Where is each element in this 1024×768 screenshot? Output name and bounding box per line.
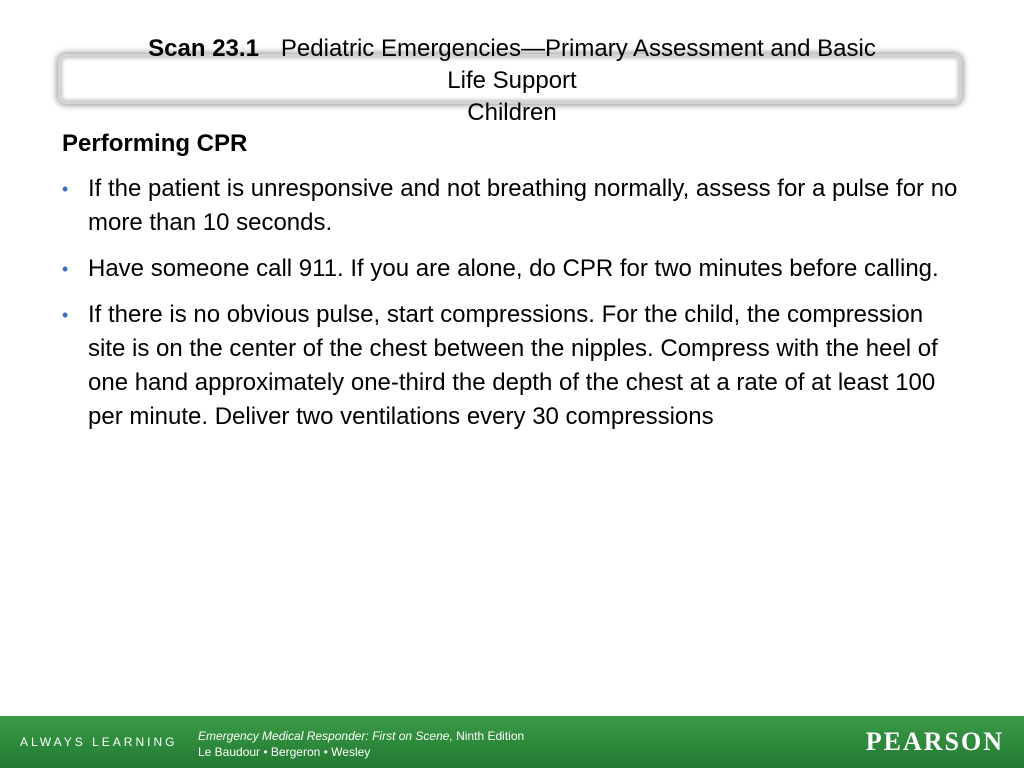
bullet-text: Have someone call 911. If you are alone, do CPR for two minutes before calling. — [88, 255, 939, 282]
list-item — [62, 298, 967, 434]
book-authors: Le Baudour • Bergeron • Wesley — [198, 745, 371, 759]
bullet-icon: • — [62, 305, 69, 325]
bullet-icon: • — [62, 259, 69, 279]
bullet-icon: • — [62, 179, 69, 199]
book-title: Emergency Medical Responder: First on Scene, — [198, 729, 453, 743]
book-info — [198, 728, 524, 760]
book-edition: Ninth Edition — [456, 729, 525, 743]
pearson-logo: PEARSON — [865, 727, 1004, 756]
bullet-list — [62, 172, 967, 446]
bullet-text: If there is no obvious pulse, start compressions. For the child, the compression site is on the center of the chest between the nipples. Compress with the heel of one hand approximately one-third the depth of the chest at a rate of at least 100 per minute. Deliver two ventilations every 30 compressions — [88, 301, 938, 430]
title-line-1: Pediatric Emergencies—Primary Assessment and Basic — [280, 35, 876, 62]
footer-bar — [0, 716, 1024, 768]
scan-number: Scan 23.1 — [148, 35, 259, 62]
list-item — [62, 172, 967, 240]
slide-title — [60, 33, 964, 129]
footer-tagline: ALWAYS LEARNING — [20, 735, 178, 749]
list-item — [62, 252, 967, 286]
title-line-3: Children — [467, 99, 557, 126]
section-heading: Performing CPR — [62, 130, 248, 157]
bullet-text: If the patient is unresponsive and not breathing normally, assess for a pulse for no more than 10 seconds. — [88, 175, 958, 236]
title-line-2: Life Support — [447, 67, 577, 94]
